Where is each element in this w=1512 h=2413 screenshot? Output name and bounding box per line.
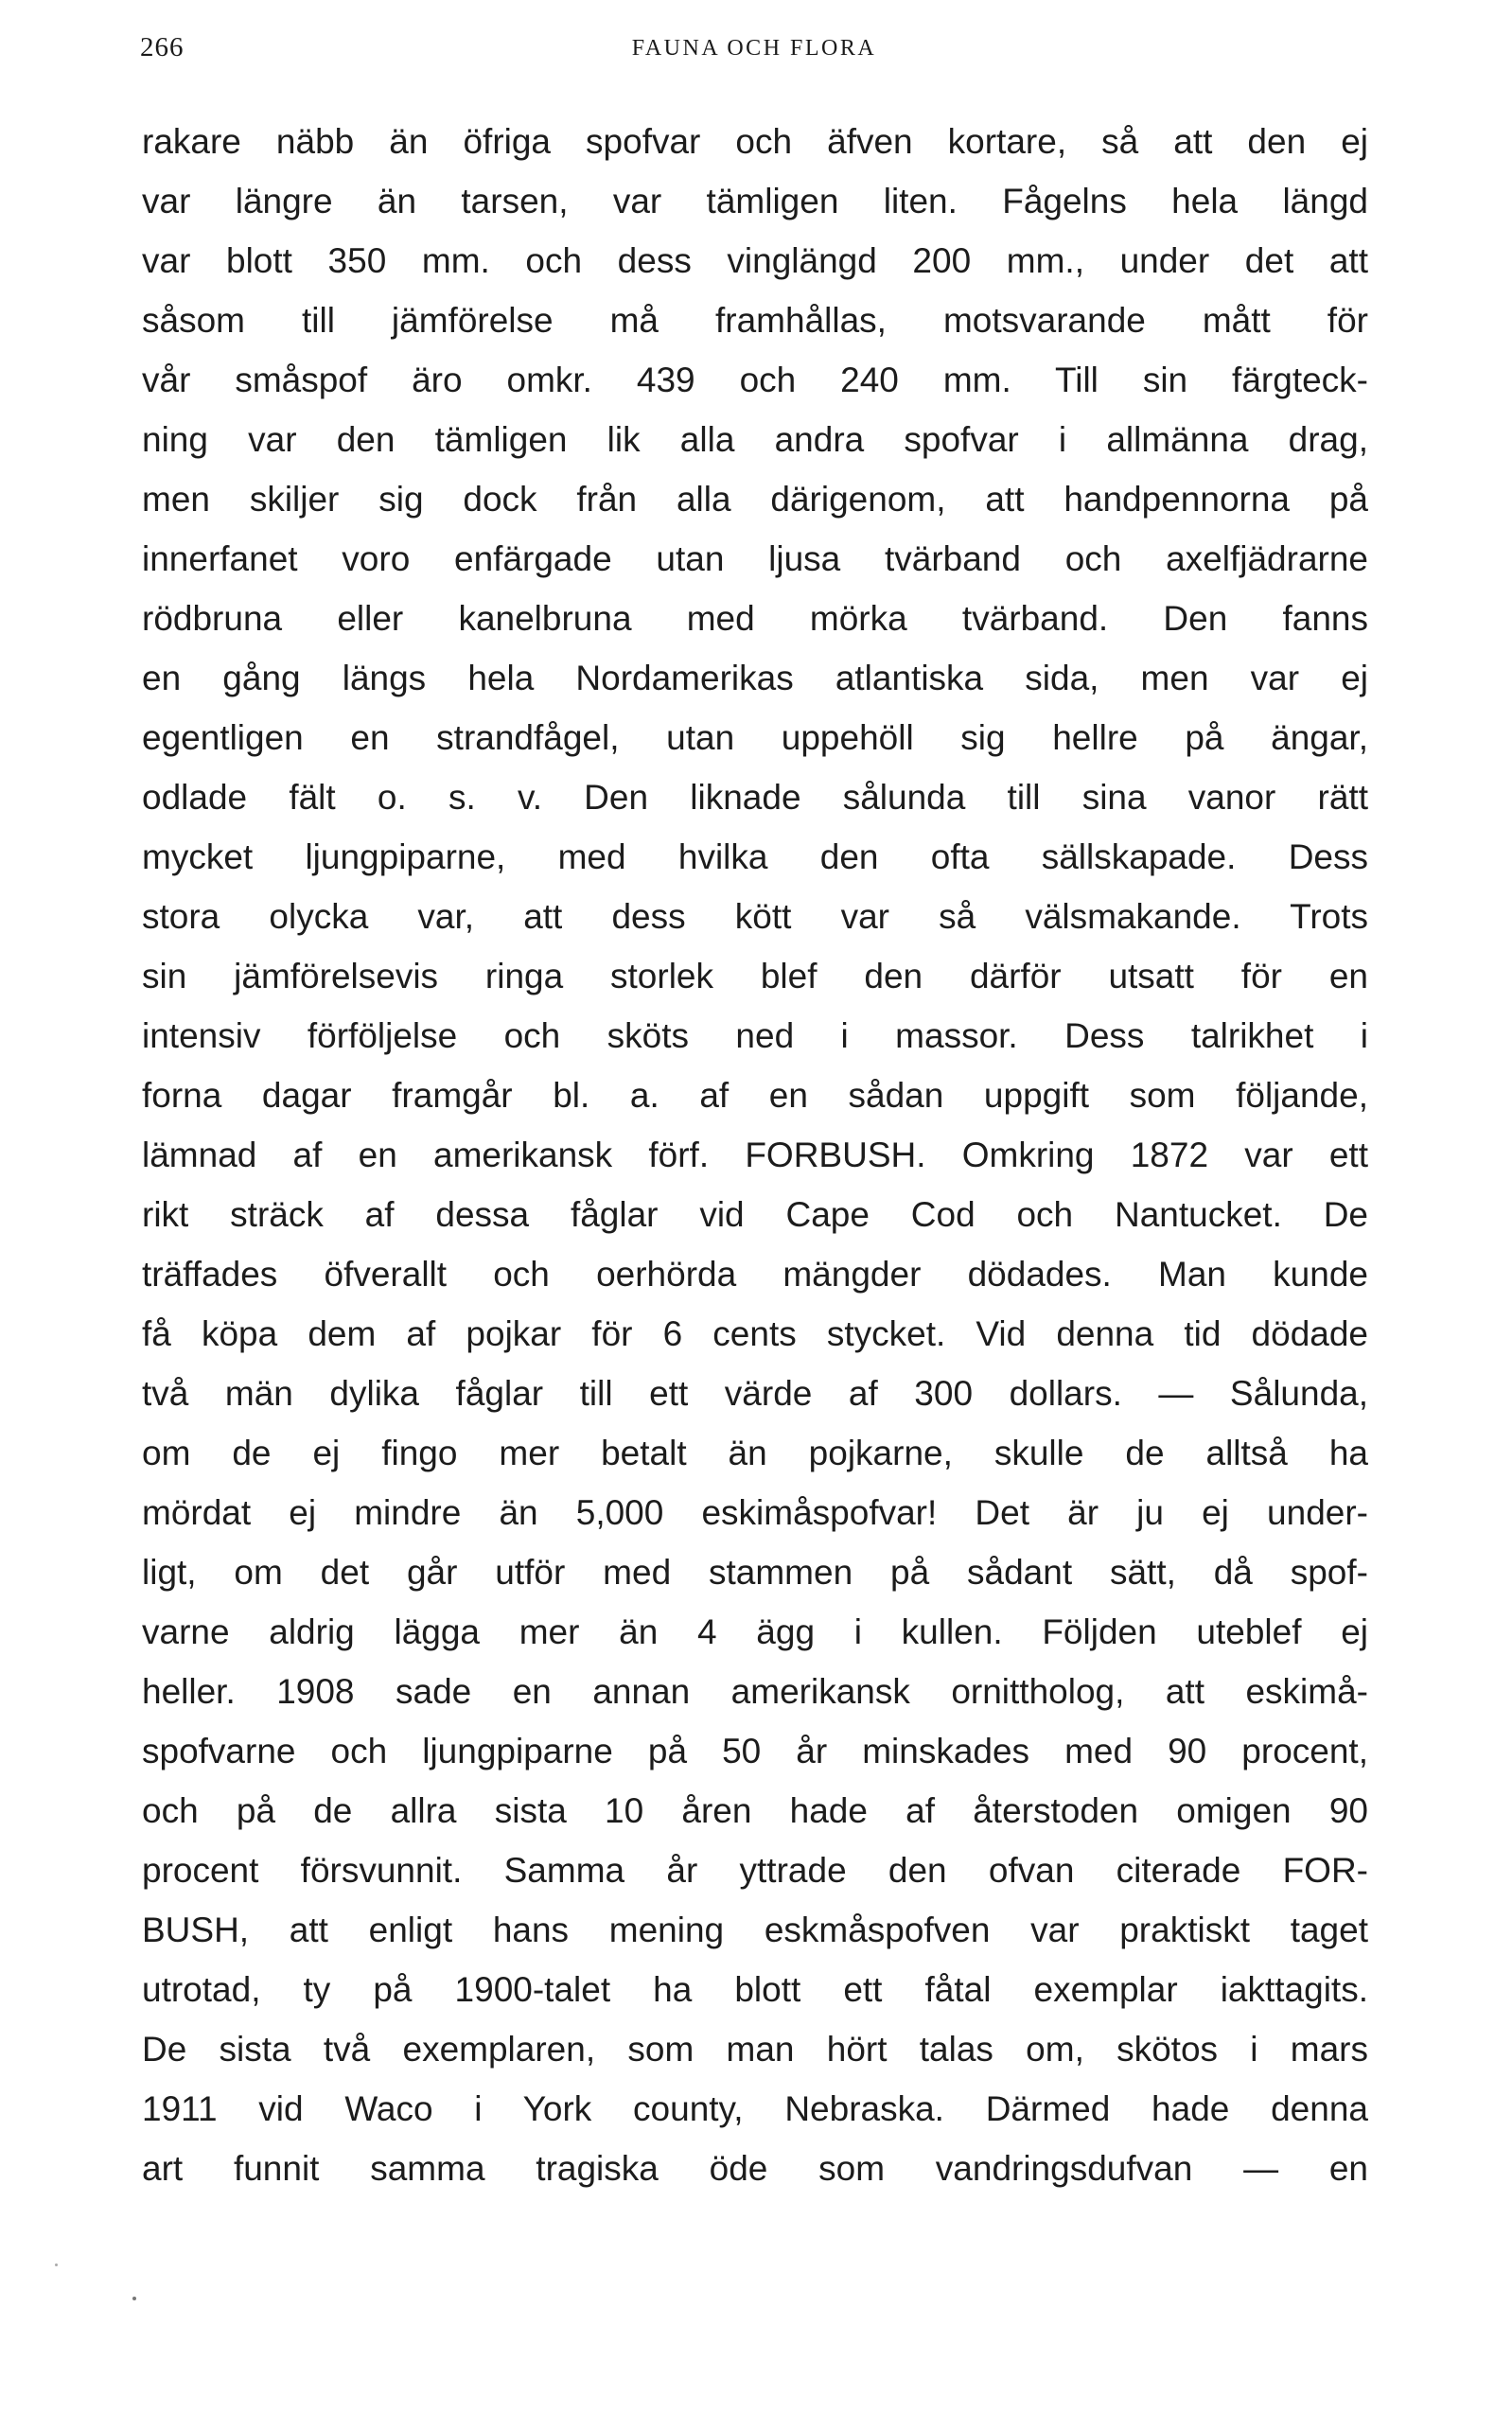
text-line: odlade fält o. s. v. Den liknade sålunda till sina vanor rätt xyxy=(142,778,1368,817)
scan-speck xyxy=(132,2297,136,2300)
text-line: ning var den tämligen lik alla andra spofvar i allmänna drag, xyxy=(142,420,1368,459)
text-line: men skiljer sig dock från alla därigenom, att handpennorna på xyxy=(142,480,1368,519)
page-number: 266 xyxy=(140,32,185,62)
text-line: De sista två exemplaren, som man hört talas om, skötos i mars xyxy=(142,2030,1368,2069)
text-line: sin jämförelsevis ringa storlek blef den därför utsatt för en xyxy=(142,957,1368,995)
text-line: art funnit samma tragiska öde som vandringsdufvan — en xyxy=(142,2149,1368,2188)
text-line: var längre än tarsen, var tämligen liten. Fågelns hela längd xyxy=(142,182,1368,220)
text-line: 1911 vid Waco i York county, Nebraska. Därmed hade denna xyxy=(142,2089,1368,2128)
text-line: egentligen en strandfågel, utan uppehöll sig hellre på ängar, xyxy=(142,718,1368,757)
text-line: en gång längs hela Nordamerikas atlantiska sida, men var ej xyxy=(142,659,1368,697)
text-line: ligt, om det går utför med stammen på sådant sätt, då spof- xyxy=(142,1553,1368,1592)
text-line: varne aldrig lägga mer än 4 ägg i kullen. Följden uteblef ej xyxy=(142,1612,1368,1651)
text-line: rakare näbb än öfriga spofvar och äfven kortare, så att den ej xyxy=(142,122,1368,161)
text-line: innerfanet voro enfärgade utan ljusa tvärband och axelfjädrarne xyxy=(142,539,1368,578)
text-line: träffades öfverallt och oerhörda mängder dödades. Man kunde xyxy=(142,1255,1368,1294)
text-line: rödbruna eller kanelbruna med mörka tvärband. Den fanns xyxy=(142,599,1368,638)
text-line: två män dylika fåglar till ett värde af 300 dollars. — Sålunda, xyxy=(142,1374,1368,1413)
body-text xyxy=(142,112,1368,2198)
header-title: FAUNA OCH FLORA xyxy=(631,36,877,61)
text-line: var blott 350 mm. och dess vinglängd 200 mm., under det att xyxy=(142,241,1368,280)
text-line: och på de allra sista 10 åren hade af återstoden omigen 90 xyxy=(142,1791,1368,1830)
running-head xyxy=(140,32,1368,70)
text-line: rikt sträck af dessa fåglar vid Cape Cod och Nantucket. De xyxy=(142,1195,1368,1234)
text-line: få köpa dem af pojkar för 6 cents stycket. Vid denna tid dödade xyxy=(142,1314,1368,1353)
scan-speck xyxy=(55,2263,58,2266)
text-line: mördat ej mindre än 5,000 eskimåspofvar! Det är ju ej under- xyxy=(142,1493,1368,1532)
text-line: stora olycka var, att dess kött var så välsmakande. Trots xyxy=(142,897,1368,936)
text-line: intensiv förföljelse och sköts ned i massor. Dess talrikhet i xyxy=(142,1016,1368,1055)
text-line: spofvarne och ljungpiparne på 50 år minskades med 90 procent, xyxy=(142,1732,1368,1770)
text-line: forna dagar framgår bl. a. af en sådan uppgift som följande, xyxy=(142,1076,1368,1115)
text-line: om de ej fingo mer betalt än pojkarne, skulle de alltså ha xyxy=(142,1434,1368,1472)
text-line: vår småspof äro omkr. 439 och 240 mm. Till sin färgteck- xyxy=(142,361,1368,399)
text-line: BUSH, att enligt hans mening eskmåspofven var praktiskt taget xyxy=(142,1911,1368,1949)
text-line: heller. 1908 sade en annan amerikansk ornittholog, att eskimå- xyxy=(142,1672,1368,1711)
text-line: såsom till jämförelse må framhållas, motsvarande mått för xyxy=(142,301,1368,340)
text-line: mycket ljungpiparne, med hvilka den ofta sällskapade. Dess xyxy=(142,837,1368,876)
text-line: utrotad, ty på 1900-talet ha blott ett fåtal exemplar iakttagits. xyxy=(142,1970,1368,2009)
text-line: procent försvunnit. Samma år yttrade den ofvan citerade FOR- xyxy=(142,1851,1368,1890)
text-line: lämnad af en amerikansk förf. FORBUSH. Omkring 1872 var ett xyxy=(142,1136,1368,1174)
